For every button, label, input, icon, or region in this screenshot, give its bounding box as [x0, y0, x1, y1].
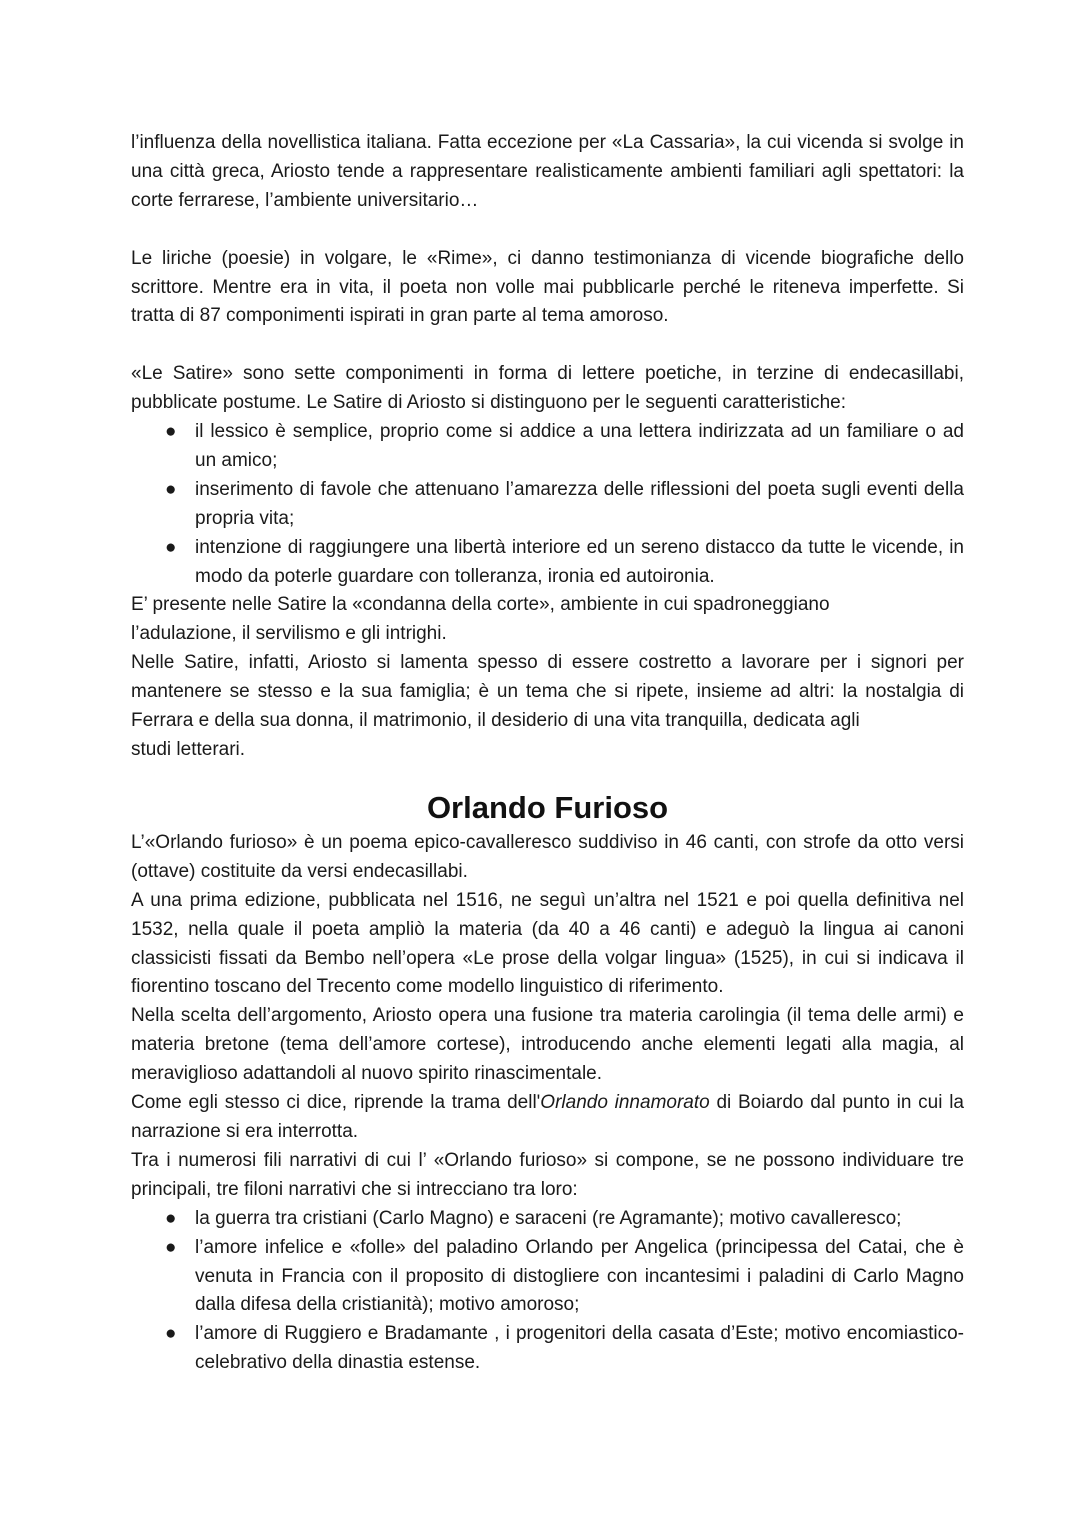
paragraph-lamento-end: studi letterari. [131, 739, 246, 760]
document-page [131, 129, 964, 1378]
paragraph-lamento: Nelle Satire, infatti, Ariosto si lamenta spesso di essere costretto a lavorare per i signori per mantenere se stesso e la sua famiglia; è un tema che si ripete, insieme ad altri: la nostalgia di Ferrara e della sua donna, il matrimonio, il desiderio di una vita tranquilla, dedicata agli [131, 652, 964, 732]
list-item [131, 1320, 964, 1378]
satire-characteristics-list [131, 418, 964, 591]
paragraph-rime: Le liriche (poesie) in volgare, le «Rime», ci danno testimonianza di vicende biografiche dello scrittore. Mentre era in vita, il poeta non volle mai pubblicarle perché le riteneva imperfette. Si tratta di 87 componimenti ispirati in gran parte al tema amoroso. [131, 247, 964, 327]
list-item [131, 476, 964, 534]
paragraph-satire: «Le Satire» sono sette componimenti in forma di lettere poetiche, in terzine di endecasillabi, pubblicate postume. Le Satire di Ariosto si distinguono per le seguenti caratteristiche: [131, 363, 964, 414]
bullet-icon: ● [165, 1207, 177, 1229]
list-item-text: il lessico è semplice, proprio come si addice a una lettera indirizzata ad un familiare o ad un amico; [195, 421, 964, 471]
list-item-text: la guerra tra cristiani (Carlo Magno) e saraceni (re Agramante); motivo cavalleresco; [195, 1207, 902, 1229]
list-item [131, 418, 964, 476]
orlando-threads-list [131, 1205, 964, 1378]
bullet-icon: ● [165, 536, 177, 558]
paragraph-commedie: l’influenza della novellistica italiana. Fatta eccezione per «La Cassaria», la cui vicenda si svolge in una città greca, Ariosto tende a rappresentare realisticamente ambienti familiari agli spettatori: la corte ferrarese, l’ambiente universitario… [131, 132, 964, 211]
list-item [131, 1234, 964, 1321]
italic-title: Orlando innamorato [540, 1092, 710, 1114]
list-item-text: intenzione di raggiungere una libertà interiore ed un sereno distacco da tutte le vicende, in modo da poterle guardare con tolleranza, ironia ed autoironia. [195, 536, 964, 587]
bullet-icon: ● [165, 1236, 177, 1258]
paragraph-gap [131, 216, 964, 245]
paragraph-condanna-corte-line1: E’ presente nelle Satire la «condanna della corte», ambiente in cui spadroneggiano [131, 594, 830, 616]
list-item [131, 1205, 964, 1234]
text-run: Come egli stesso ci dice, riprende la trama dell' [131, 1092, 541, 1114]
list-item-text: inserimento di favole che attenuano l’amarezza delle riflessioni del poeta sugli eventi della propria vita; [195, 478, 964, 529]
list-item-text: l’amore infelice e «folle» del paladino Orlando per Angelica (principessa del Catai, che è venuta in Francia con il proposito di distogliere con incantesimi i paladini di Carlo Magno dalla difesa della cristianità); motivo amoroso; [195, 1236, 964, 1316]
paragraph-gap [131, 331, 964, 360]
list-item-text: l’amore di Ruggiero e Bradamante , i progenitori della casata d’Este; motivo encomiastico-celebrativo della dinastia estense. [195, 1323, 964, 1374]
bullet-icon: ● [165, 478, 177, 500]
paragraph-orlando-intro: L’«Orlando furioso» è un poema epico-cavalleresco suddiviso in 46 canti, con strofe da otto versi (ottave) costituite da versi endecasillabi. [131, 831, 964, 882]
text-run: di Boiardo dal punto in cui la narrazione si era interrotta. [131, 1092, 964, 1142]
paragraph-orlando-trama [131, 1089, 964, 1147]
paragraph-orlando-argomento: Nella scelta dell’argomento, Ariosto opera una fusione tra materia carolingia (il tema delle armi) e materia bretone (tema dell’amore cortese), introducendo anche elementi legati alla magia, al meraviglioso adattandoli al nuovo spirito rinascimentale. [131, 1005, 964, 1085]
paragraph-orlando-edizioni: A una prima edizione, pubblicata nel 1516, ne seguì un’altra nel 1521 e poi quella definitiva nel 1532, nella quale il poeta ampliò la materia (da 40 a 46 canti) e adeguò la lingua ai canoni classicisti fissati da Bembo nell’opera «Le prose della volgar lingua» (1525), in cui si indicava il fiorentino toscano del Trecento come modello linguistico di riferimento. [131, 889, 964, 998]
section-title: Orlando Furioso [426, 789, 669, 825]
list-item [131, 534, 964, 592]
paragraph-condanna-corte-line2: l’adulazione, il servilismo e gli intrighi. [131, 623, 447, 645]
bullet-icon: ● [165, 421, 177, 443]
bullet-icon: ● [165, 1323, 177, 1345]
paragraph-orlando-filoni: Tra i numerosi fili narrativi di cui l’ «Orlando furioso» si compone, se ne possono individuare tre principali, tre filoni narrativi che si intrecciano tra loro: [131, 1149, 964, 1200]
